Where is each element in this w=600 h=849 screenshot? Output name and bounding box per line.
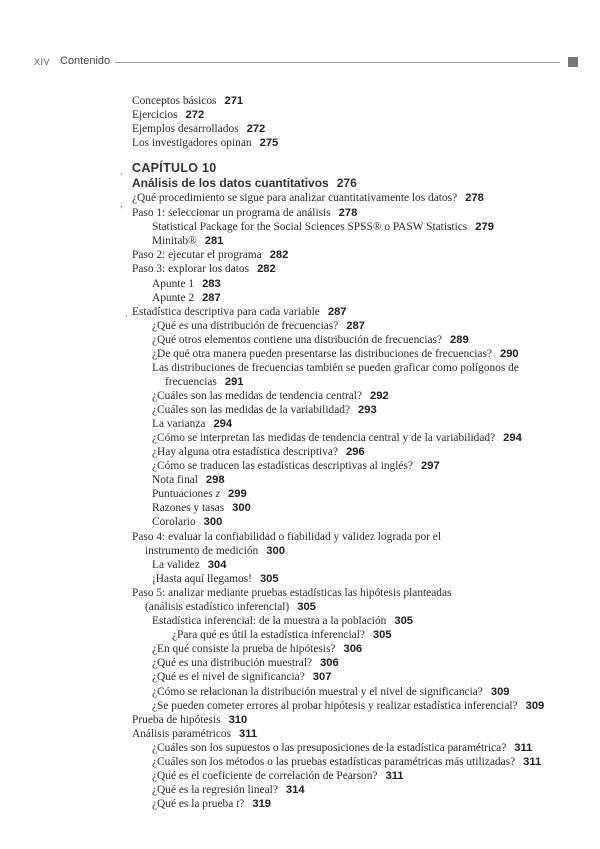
toc-entry (132, 530, 441, 544)
toc-entry-page: 306 (320, 657, 339, 669)
toc-entry (145, 600, 316, 614)
toc-entry-page: 296 (345, 446, 365, 458)
toc-entry (152, 459, 440, 473)
toc-entry-title: Paso 5: analizar mediante pruebas estadísticas las hipótesis planteadas (132, 587, 452, 599)
toc-entry (132, 136, 278, 150)
toc-entry-page: 305 (297, 601, 316, 613)
toc-entry (152, 515, 222, 529)
toc-entry-page: 272 (246, 123, 266, 135)
toc-entry-page: 306 (343, 643, 363, 655)
toc-entry-page: 304 (207, 559, 227, 571)
toc-entry-page: 300 (266, 545, 285, 557)
toc-entry-title: Apunte 1 (152, 278, 195, 290)
toc-entry-title: Minitab® (152, 235, 197, 247)
toc-entry-title: ¿Qué es una distribución muestral? (152, 657, 313, 669)
toc-entry (152, 670, 331, 684)
margin-mark: , (120, 199, 123, 209)
toc-entry (145, 544, 285, 558)
toc-entry (152, 685, 510, 699)
toc-entry-title: Paso 1: seleccionar un programa de análisis (132, 207, 331, 219)
toc-entry (132, 206, 357, 220)
toc-entry-page: 311 (239, 728, 258, 740)
toc-entry-title: ¿Cuáles son los supuestos o las presuposiciones de la estadística paramétrica? (152, 742, 507, 754)
toc-entry-title: (análisis estadístico inferencial) (145, 601, 290, 613)
toc-entry-page: 282 (269, 249, 289, 261)
chapter-title-page: 276 (336, 176, 357, 190)
toc-entry-page: 314 (285, 784, 305, 796)
toc-entry (152, 769, 404, 783)
toc-entry-title: Paso 3: explorar los datos (132, 263, 250, 275)
toc-entry-title: ¿Hay alguna otra estadística descriptiva? (152, 446, 338, 458)
toc-entry (152, 234, 223, 248)
toc-entry-page: 283 (202, 278, 221, 290)
toc-entry-page: 282 (257, 263, 276, 275)
toc-entry (165, 375, 244, 389)
toc-entry-title: Estadística descriptiva para cada variable (132, 306, 320, 318)
toc-entry-page: 309 (490, 686, 510, 698)
toc-entry-page: 305 (394, 615, 414, 627)
toc-entry (152, 431, 522, 445)
toc-entry (132, 122, 265, 136)
toc-entry-title: Análisis paramétricos (132, 728, 232, 740)
toc-entry (152, 501, 251, 515)
toc-entry-page: 272 (185, 109, 205, 121)
toc-entry-page: 275 (259, 137, 279, 149)
toc-entry-title: ¿Cómo se relacionan la distribución muestral y el nivel de significancia? (152, 686, 483, 698)
toc-entry (152, 656, 339, 670)
toc-entry (152, 333, 469, 347)
margin-mark: , (125, 308, 128, 318)
toc-entry-page: 311 (523, 756, 542, 768)
toc-entry-page: 307 (312, 671, 332, 683)
toc-entry-page: 294 (213, 418, 233, 430)
toc-entry-title: Statistical Package for the Social Sciences SPSS® o PASW Statistics (152, 221, 468, 233)
toc-entry-title: ¿Qué es una distribución de frecuencias? (152, 320, 339, 332)
toc-entry (132, 248, 288, 262)
toc-entry-title: Ejemplos desarrollados (132, 123, 239, 135)
toc-entry-page: 311 (514, 742, 533, 754)
toc-entry (152, 403, 377, 417)
toc-entry (172, 628, 392, 642)
toc-entry (152, 361, 519, 375)
toc-entry-page: 311 (385, 770, 404, 782)
toc-entry-page: 300 (203, 516, 223, 528)
toc-entry (152, 642, 362, 656)
toc-entry-page: 292 (370, 390, 389, 402)
toc-entry (152, 755, 541, 769)
toc-entry (132, 586, 451, 600)
toc-entry-page: 310 (228, 714, 248, 726)
toc-entry (152, 473, 225, 487)
toc-entry-page: 300 (232, 502, 251, 514)
toc-entry-title: ¿Se pueden cometer errores al probar hipótesis y realizar estadística inferencial? (152, 700, 518, 712)
toc-entry (152, 389, 389, 403)
toc-entry-title: ¿Para qué es útil la estadística inferencial? (172, 629, 365, 641)
toc-entry-title: Conceptos básicos (132, 95, 217, 107)
toc-entry-title: Ejercicios (132, 109, 178, 121)
toc-entry-title: ¿Qué otros elementos contiene una distribución de frecuencias? (152, 334, 443, 346)
toc-entry-page: 293 (358, 404, 377, 416)
toc-entry-title: ¿Qué es el nivel de significancia? (152, 671, 305, 683)
toc-entry-title: ¿Qué es la regresión lineal? (152, 784, 278, 796)
toc-entry (152, 699, 544, 713)
toc-entry (152, 291, 221, 305)
toc-entry-title: ¿Cuáles son las medidas de tendencia central? (152, 390, 363, 402)
toc-entry-title: ¿Qué es el coeficiente de correlación de Pearson? (152, 770, 378, 782)
toc-entry (152, 558, 226, 572)
toc-entry-page: 278 (338, 207, 358, 219)
toc-entry-page: 298 (205, 474, 225, 486)
toc-entry-title: Paso 4: evaluar la confiabilidad o fiabilidad y validez lograda por el (132, 531, 442, 543)
toc-entry (152, 614, 413, 628)
toc-entry-title: Las distribuciones de frecuencias también se pueden graficar como polígonos de (152, 362, 519, 374)
toc-entry-page: 319 (252, 798, 272, 810)
toc-entry-page: 289 (450, 334, 469, 346)
toc-entry (132, 727, 257, 741)
toc-entry-title: ¿Cómo se interpretan las medidas de tendencia central y de la variabilidad? (152, 432, 496, 444)
toc-entry (152, 220, 494, 234)
toc-entry-title: Estadística inferencial: de la muestra a la población (152, 615, 387, 627)
margin-mark: , (120, 166, 123, 176)
section-title: Contenido (60, 55, 111, 67)
toc-entry-title: ¿De qué otra manera pueden presentarse las distribuciones de frecuencias? (152, 348, 492, 360)
toc-entry-title: ¡Hasta aquí llegamos! (152, 573, 252, 585)
toc-entry-title: ¿Qué procedimiento se sigue para analizar cuantitativamente los datos? (132, 192, 458, 204)
toc-entry (132, 305, 347, 319)
toc-entry-page: 287 (202, 292, 221, 304)
page-number: XIV (34, 57, 51, 67)
toc-entry (152, 277, 221, 291)
toc-entry-page: 294 (503, 432, 522, 444)
toc-entry-title: ¿Cómo se traducen las estadísticas descriptivas al inglés? (152, 460, 413, 472)
toc-entry (152, 417, 232, 431)
toc-entry-page: 309 (525, 700, 545, 712)
toc-entry-title: instrumento de medición (145, 545, 259, 557)
toc-entry-title: ¿Qué es la prueba t? (152, 798, 245, 810)
toc-entry-page: 299 (228, 488, 247, 500)
toc-entry-title: Paso 2: ejecutar el programa (132, 249, 262, 261)
toc-entry (152, 797, 271, 811)
toc-entry-page: 305 (372, 629, 392, 641)
toc-entry (132, 191, 484, 205)
toc-entry-title: Prueba de hipótesis (132, 714, 221, 726)
toc-entry-title: Razones y tasas (152, 502, 225, 514)
toc-entry (152, 445, 365, 459)
toc-entry-page: 278 (465, 192, 484, 204)
toc-entry-title: ¿Cuáles son los métodos o las pruebas estadísticas paramétricas más utilizadas? (152, 756, 516, 768)
toc-entry-title: La validez (152, 559, 200, 571)
toc-entry-title: frecuencias (165, 376, 217, 388)
toc-entry (132, 262, 276, 276)
toc-entry (152, 783, 305, 797)
toc-entry-title: Apunte 2 (152, 292, 195, 304)
toc-entry (132, 94, 243, 108)
chapter-number: CAPÍTULO 10 (132, 161, 217, 175)
toc-entry-page: 290 (499, 348, 519, 360)
toc-entry-title: ¿Cuáles son las medidas de la variabilidad? (152, 404, 351, 416)
toc-entry-page: 287 (327, 306, 347, 318)
toc-entry-title: Corolario (152, 516, 196, 528)
toc-entry-page: 297 (420, 460, 440, 472)
toc-entry (152, 741, 532, 755)
toc-entry (152, 319, 365, 333)
toc-entry-page: 305 (259, 573, 279, 585)
toc-entry-page: 287 (346, 320, 365, 332)
toc-entry-title: Nota final (152, 474, 198, 486)
toc-entry-page: 281 (204, 235, 224, 247)
toc-entry (132, 713, 247, 727)
toc-entry-page: 279 (475, 221, 494, 233)
toc-entry-page: 291 (224, 376, 244, 388)
toc-entry (152, 487, 247, 501)
toc-entry-title: Los investigadores opinan (132, 137, 252, 149)
toc-entry-page: 271 (224, 95, 244, 107)
toc-entry-title: ¿En qué consiste la prueba de hipótesis? (152, 643, 336, 655)
chapter-title-text: Análisis de los datos cuantitativos (132, 176, 329, 190)
toc-entry-title: Puntuaciones z (152, 488, 221, 500)
toc-entry-title: La varianza (152, 418, 206, 430)
toc-entry (152, 347, 519, 361)
toc-entry (132, 108, 204, 122)
toc-entry (152, 572, 279, 586)
